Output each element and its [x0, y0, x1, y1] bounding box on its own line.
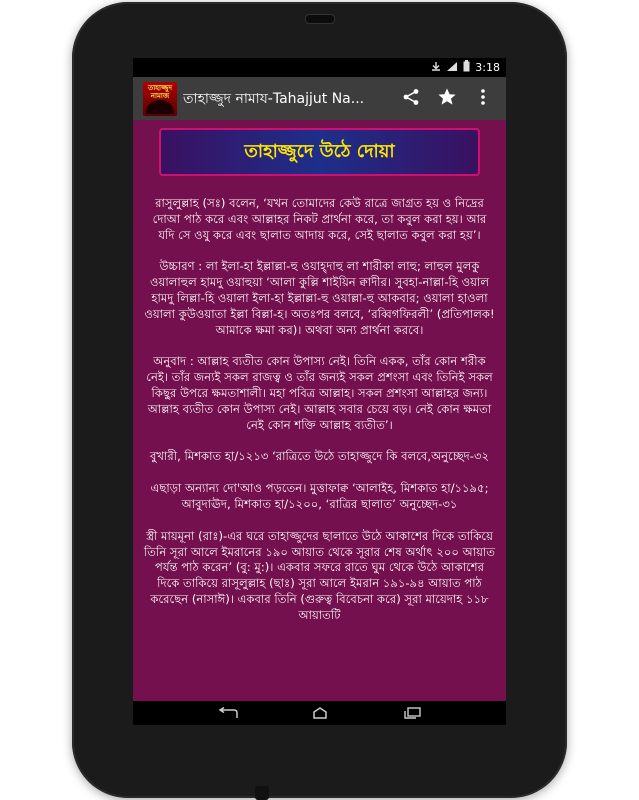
article-body [143, 196, 496, 640]
overflow-menu-button[interactable] [465, 77, 501, 120]
paragraph: অনুবাদ : আল্লাহ ব্যতীত কোন উপাস্য নেই। তিনি একক, তাঁর কোন শরীক নেই। তাঁর জন্যই সকল রাজত্ব ও তাঁর জন্যই সকল প্রশংসা এবং তিনিই সকল কিছুর উপরে ক্ষমতাশালী। মহা পবিত্র আল্লাহ। সকল প্রশংসা আল্লাহর জন্য। আল্লাহ ব্যতীত কোন উপাস্য নেই। আল্লাহ সবার চেয়ে বড়। নেই কোন ক্ষমতা নেই কোন শক্তি আল্লাহ ব্যতীত’। [146, 354, 493, 432]
mosque-silhouette [146, 100, 174, 114]
share-icon [402, 88, 420, 110]
back-button[interactable] [216, 703, 240, 723]
paragraph: রাসুলুল্লাহ (সঃ) বলেন, ‘যখন তোমাদের কেউ রাত্রে জাগ্রত হয় ও নিদ্রের দোআ পাঠ করে এবং আল্লাহর নিকট প্রার্থনা করে, তা কবুল করা হয়। আর যদি সে ওযু করে এবং ছালাত আদায় করে, সেই ছালাত কবুল করা হয়’। [152, 196, 487, 242]
overflow-menu-icon [480, 88, 486, 110]
page-title: তাহাজ্জুদে উঠে দোয়া [244, 140, 395, 162]
app-title: তাহাজ্জুদ নামায-Tahajjut Na... [183, 90, 365, 107]
paragraph: স্ত্রী মায়মূনা (রাঃ)-এর ঘরে তাহাজ্জুদের ছালাতে উঠে আকাশের দিকে তাকিয়ে তিনি সূরা আলে ইমরানের ১৯০ আয়াত থেকে সূরার শেষ অর্থাৎ ২০০ আয়াত পর্যন্ত পাঠ করেন’ (বু: মু:)। একবার সফরে রাতে ঘুম থেকে উঠে আকাশের দিকে তাকিয়ে রাসূলুল্লাহ (ছাঃ) সূরা আলে ইমরান ১৯১-৯৪ আয়াত পাঠ করেছেন (নাসাঈ)। একবার তিনি (গুরুত্ব বিবেচনা করে) সূরা মায়েদাহ ১১৮ আয়াতটি [143, 528, 496, 622]
home-button[interactable] [308, 703, 332, 723]
recents-icon [403, 704, 421, 723]
app-logo-text: তাহাজ্জুদ নামাজ [147, 83, 172, 100]
action-bar [133, 77, 506, 120]
app-logo-icon[interactable] [143, 82, 177, 116]
speaker-grille [305, 14, 335, 24]
download-icon [431, 61, 441, 74]
share-button[interactable] [393, 77, 429, 120]
home-icon [311, 704, 329, 723]
recents-button[interactable] [400, 703, 424, 723]
device-connector [255, 786, 269, 800]
battery-icon [463, 60, 470, 75]
paragraph: এছাড়া অন্যান্য দো'আও পড়তেন। মুত্তাফাক্ব ‘আলাইহ, মিশকাত হা/১১৯৫; আবুদাঊদ, মিশকাত হা/১২০০, ‘রাত্রির ছালাত’ অনুচ্ছেদ-৩১ [150, 481, 489, 511]
star-icon [437, 87, 457, 111]
status-time: 3:18 [475, 61, 500, 74]
back-icon [218, 704, 238, 723]
navigation-bar [133, 701, 506, 725]
status-bar [133, 58, 506, 77]
heading-banner [159, 128, 480, 176]
device-screen [133, 58, 506, 725]
paragraph: উচ্চারণ : লা ইলা-হা ইল্লাল্লা-হু ওয়াহ্‌দাহু লা শারীকা লাহু; লাহুল মুলকু ওয়ালাহুল হামদু ওয়াহুয়া ‘আলা কুল্লি শাইয়িন ক্বাদীর। সুবহা-নাল্লা-হি ওয়াল হামদু লিল্লা-হি ওয়ালা ইলা-হা ইল্লাল্লা-হু ওয়াল্লা-হু আকবার; ওয়ালা হাওলা ওয়ালা কুউওয়াতা ইল্লা বিল্লা-হ। অতঃপর বলবে, ‘রব্বিগফিরলী’ (প্রতিপালক! আমাকে ক্ষমা কর)। অথবা অন্য প্রার্থনা করবে। [144, 259, 495, 337]
article-content[interactable] [133, 120, 506, 701]
paragraph: বুখারী, মিশকাত হা/১২১৩ ‘রাত্রিতে উঠে তাহাজ্জুদে কি বলবে,অনুচ্ছেদ-৩২ [149, 449, 490, 464]
signal-icon [446, 61, 458, 75]
favorite-button[interactable] [429, 77, 465, 120]
